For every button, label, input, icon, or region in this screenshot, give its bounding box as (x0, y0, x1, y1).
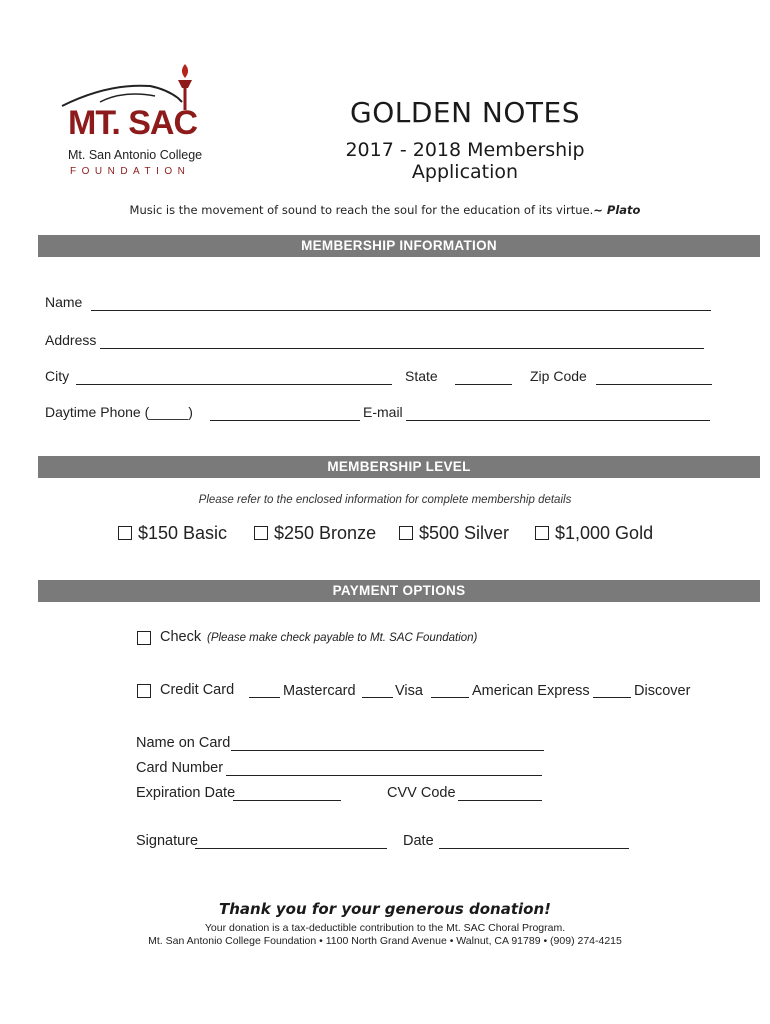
level-basic-checkbox[interactable] (118, 526, 132, 540)
membership-info-heading: MEMBERSHIP INFORMATION (38, 235, 760, 257)
level-bronze-checkbox[interactable] (254, 526, 268, 540)
city-field[interactable] (76, 384, 392, 385)
credit-card-checkbox[interactable] (137, 684, 151, 698)
thank-you-text: Thank you for your generous donation! (219, 900, 551, 918)
city-label: City (45, 368, 70, 384)
discover-blank[interactable] (593, 697, 631, 698)
email-field[interactable] (406, 420, 710, 421)
card-number-field[interactable] (226, 775, 542, 776)
level-bronze-label: $250 Bronze (274, 523, 377, 543)
amex-blank[interactable] (431, 697, 469, 698)
name-label: Name (45, 294, 83, 310)
state-label: State (405, 368, 438, 384)
zip-field[interactable] (596, 384, 712, 385)
state-field[interactable] (455, 384, 512, 385)
payment-options-heading: PAYMENT OPTIONS (38, 580, 760, 602)
check-label: Check (160, 629, 202, 645)
signature-field[interactable] (195, 848, 387, 849)
expiration-label: Expiration Date (136, 785, 236, 801)
visa-blank[interactable] (362, 697, 393, 698)
signature-label: Signature (136, 833, 199, 849)
mastercard-label: Mastercard (283, 683, 356, 699)
level-gold-label: $1,000 Gold (555, 523, 654, 543)
logo-foundation: FOUNDATION (70, 166, 191, 177)
phone-label: Daytime Phone (_____) (45, 404, 193, 420)
check-checkbox[interactable] (137, 631, 151, 645)
foundation-logo (60, 62, 210, 182)
level-silver-label: $500 Silver (419, 523, 510, 543)
logo-name: MT. SAC (68, 104, 197, 142)
amex-label: American Express (472, 683, 590, 699)
date-field[interactable] (439, 848, 629, 849)
membership-level-heading: MEMBERSHIP LEVEL (38, 456, 760, 478)
quote-text: Music is the movement of sound to reach the soul for the education of its virtue. (129, 203, 594, 217)
level-silver-checkbox[interactable] (399, 526, 413, 540)
logo-subtitle: Mt. San Antonio College (68, 148, 203, 162)
expiration-field[interactable] (233, 800, 341, 801)
zip-label: Zip Code (530, 368, 587, 384)
mastercard-blank[interactable] (249, 697, 280, 698)
level-basic-label: $150 Basic (138, 523, 228, 543)
name-on-card-field[interactable] (231, 750, 544, 751)
cvv-field[interactable] (458, 800, 542, 801)
name-field[interactable] (91, 310, 711, 311)
check-note: (Please make check payable to Mt. SAC Foundation) (207, 632, 478, 644)
quote-author: ~ Plato (593, 203, 641, 217)
footer-tax-note: Your donation is a tax-deductible contribution to the Mt. SAC Choral Program. (204, 922, 566, 934)
card-number-label: Card Number (136, 760, 224, 776)
phone-field[interactable] (210, 420, 360, 421)
membership-level-note: Please refer to the enclosed information for complete membership details (198, 494, 572, 506)
address-field[interactable] (100, 348, 704, 349)
date-label: Date (403, 833, 434, 849)
quote (0, 203, 770, 217)
cvv-label: CVV Code (387, 785, 456, 801)
name-on-card-label: Name on Card (136, 735, 231, 751)
credit-card-label: Credit Card (160, 682, 235, 698)
level-gold-checkbox[interactable] (535, 526, 549, 540)
page-subtitle: 2017 - 2018 Membership Application (345, 139, 585, 183)
discover-label: Discover (634, 683, 691, 699)
footer-address: Mt. San Antonio College Foundation • 1100 North Grand Avenue • Walnut, CA 91789 • (909) 274-4215 (148, 935, 622, 947)
email-label: E-mail (363, 404, 403, 420)
address-label: Address (45, 332, 97, 348)
visa-label: Visa (395, 683, 423, 699)
page-title: GOLDEN NOTES (350, 96, 580, 129)
